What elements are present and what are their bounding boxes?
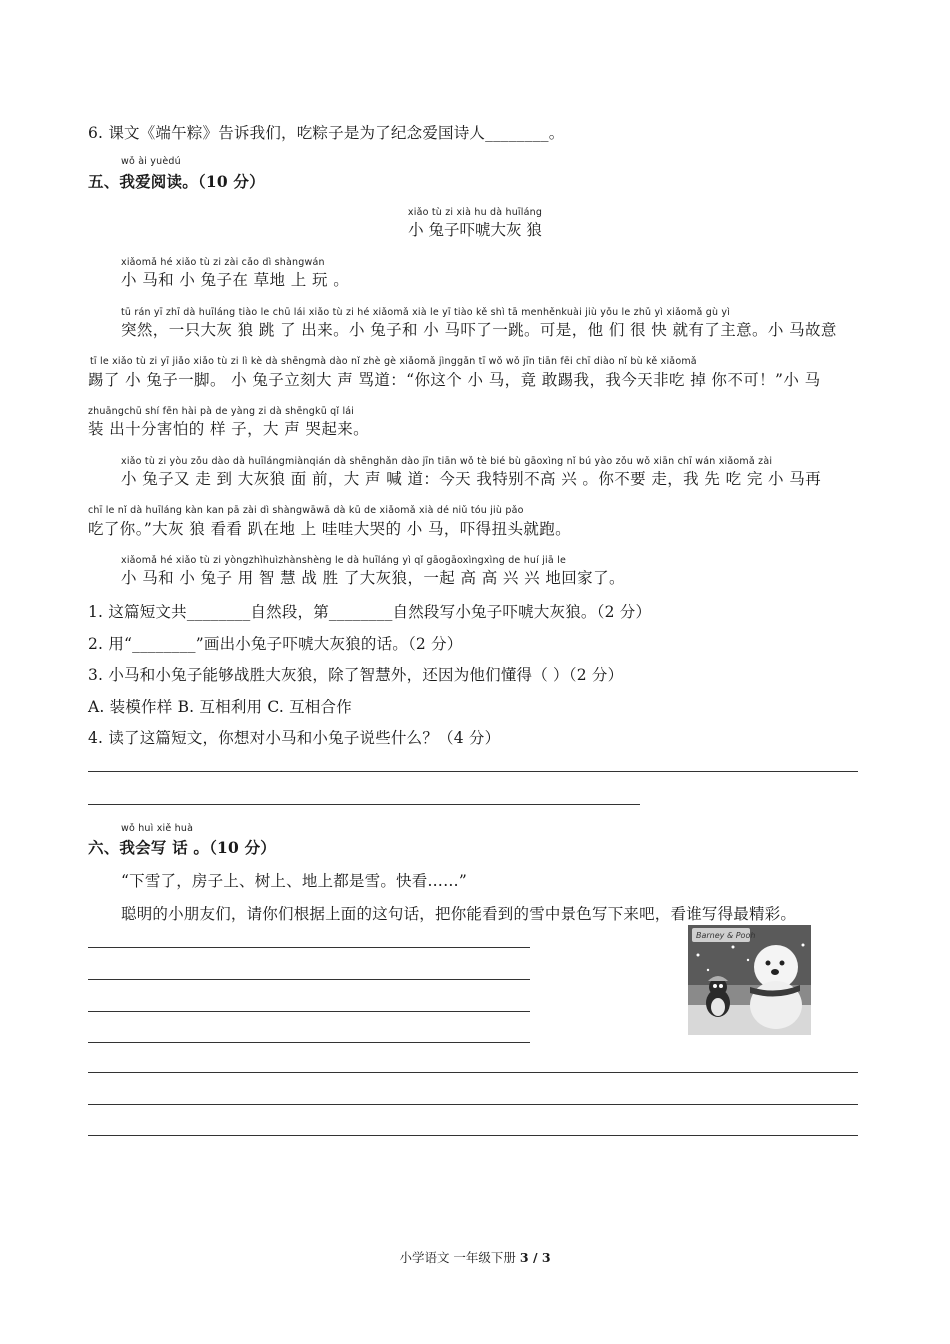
writing-line xyxy=(88,1135,858,1136)
writing-prompt-quote: “下雪了，房子上、树上、地上都是雪。快看……” xyxy=(121,872,467,890)
question-4: 4. 读了这篇短文，你想对小马和小兔子说些什么？（4 分） xyxy=(88,729,501,747)
para6-pinyin: chī le nǐ dà huīláng kàn kan pā zài dì shàngwāwā dà kū de xiǎomǎ xià dé niǔ tóu jiù pǎo xyxy=(88,505,524,516)
story-title-pinyin: xiǎo tù zi xià hu dà huīláng xyxy=(407,207,543,218)
para2-text: 突然，一只大灰 狼 跳 了 出来。小 兔子和 小 马吓了一跳。可是，他 们 很 快 就有了主意。小 马故意 xyxy=(121,321,837,339)
snow-scene-image xyxy=(688,925,811,1035)
para3-text: 踢了 小 兔子一脚。 小 兔子立刻大 声 骂道：“你这个 小 马，竟 敢踢我，我今天非吃 掉 你不可！”小 马 xyxy=(88,371,821,389)
question-3-options: A. 装模作样 B. 互相利用 C. 互相合作 xyxy=(88,698,352,716)
para3-pinyin: tī le xiǎo tù zi yī jiǎo xiǎo tù zi lì kè dà shēngmà dào nǐ zhè gè xiǎomǎ jìnggǎn tī wǒ wǒ jīn tiān fēi chī diào nǐ bù kě xiǎomǎ xyxy=(90,356,697,367)
writing-line xyxy=(88,1104,858,1105)
writing-line xyxy=(88,1011,530,1012)
section5-heading: 五、我爱阅读。（10 分） xyxy=(88,172,265,191)
writing-line xyxy=(88,1042,530,1043)
image-caption: Barney & Pooh xyxy=(696,931,756,940)
question-3: 3. 小马和小兔子能够战胜大灰狼，除了智慧外，还因为他们懂得（ ）（2 分） xyxy=(88,666,624,684)
question-2: 2. 用“________”画出小兔子吓唬大灰狼的话。（2 分） xyxy=(88,635,463,653)
question-6: 6. 课文《端午粽》告诉我们，吃粽子是为了纪念爱国诗人________。 xyxy=(88,124,565,142)
section5-heading-pinyin: wǒ ài yuèdú xyxy=(121,156,181,167)
para7-text: 小 马和 小 兔子 用 智 慧 战 胜 了大灰狼，一起 高 高 兴 兴 地回家了。 xyxy=(121,569,625,587)
answer-line xyxy=(88,804,640,805)
para1-text: 小 马和 小 兔子在 草地 上 玩 。 xyxy=(121,271,350,289)
writing-line xyxy=(88,1072,858,1073)
question-1: 1. 这篇短文共________自然段，第________自然段写小兔子吓唬大灰狼。（2 分） xyxy=(88,603,652,621)
writing-instruction: 聪明的小朋友们，请你们根据上面的这句话，把你能看到的雪中景色写下来吧，看谁写得最精彩。 xyxy=(121,905,797,923)
writing-line xyxy=(88,979,530,980)
para4-pinyin: zhuāngchū shí fēn hài pà de yàng zi dà shēngkū qǐ lái xyxy=(88,406,355,417)
para5-pinyin: xiǎo tù zi yòu zǒu dào dà huīlángmiànqián dà shēnghǎn dào jīn tiān wǒ tè bié bù gāoxìng nǐ bú yào zǒu wǒ xiān chī wán xiǎomǎ zài xyxy=(121,456,773,467)
para2-pinyin: tū rán yī zhī dà huīláng tiào le chū lái xiǎo tù zi hé xiǎomǎ xià le yī tiào kě shì tā menhěnkuài jiù yǒu le zhǔ yì xiǎomǎ gù yì xyxy=(121,307,731,318)
para4-text: 装 出十分害怕的 样 子，大 声 哭起来。 xyxy=(88,420,370,438)
section6-heading: 六、我会写 话 。（10 分） xyxy=(88,838,277,857)
writing-line xyxy=(88,947,530,948)
footer-course: 小学语文 一年级下册 xyxy=(399,1250,520,1265)
para7-pinyin: xiǎomǎ hé xiǎo tù zi yòngzhìhuìzhànshèng le dà huīláng yì qǐ gāogāoxìngxìng de huí jiā le xyxy=(121,555,566,566)
page-number: 3 / 3 xyxy=(519,1250,551,1265)
section6-heading-pinyin: wǒ huì xiě huà xyxy=(121,823,194,834)
page-footer xyxy=(0,1248,950,1266)
answer-line xyxy=(88,771,858,772)
para1-pinyin: xiǎomǎ hé xiǎo tù zi zài cǎo dì shàngwán xyxy=(121,257,325,268)
story-title: 小 兔子吓唬大灰 狼 xyxy=(408,221,542,239)
para5-text: 小 兔子又 走 到 大灰狼 面 前，大 声 喊 道：今天 我特别不高 兴 。你不要 走，我 先 吃 完 小 马再 xyxy=(121,470,822,488)
para6-text: 吃了你。”大灰 狼 看看 趴在地 上 哇哇大哭的 小 马，吓得扭头就跑。 xyxy=(88,520,572,538)
